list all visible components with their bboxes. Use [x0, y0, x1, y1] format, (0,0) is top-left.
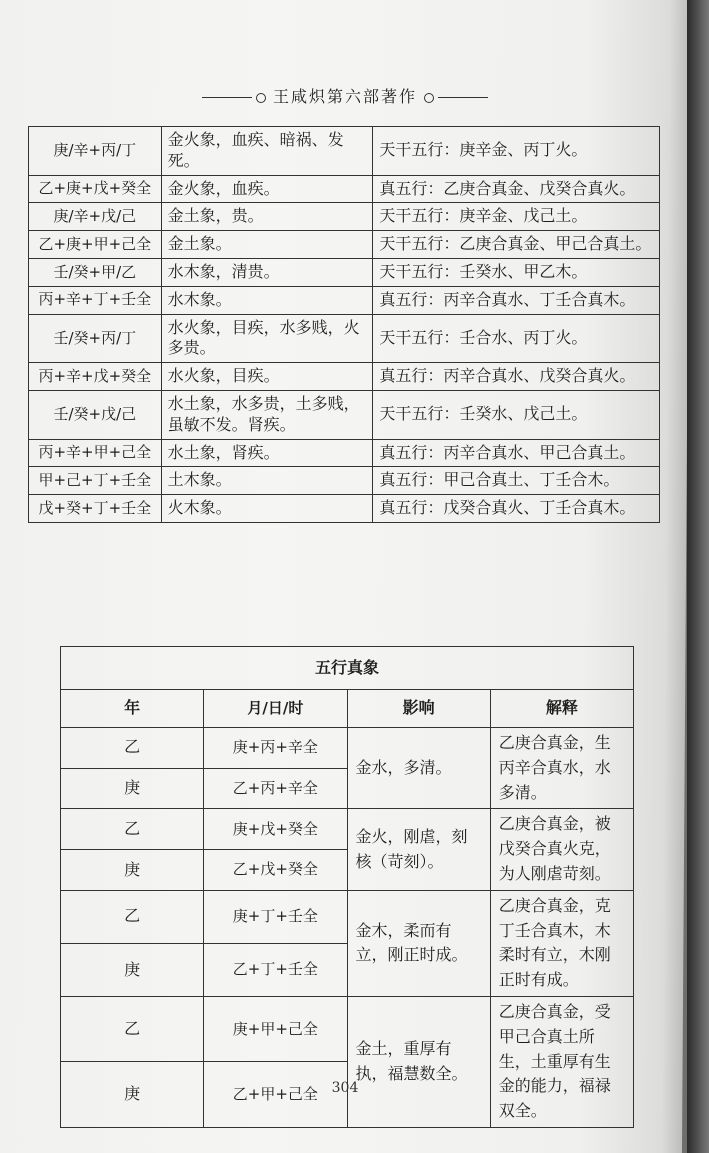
effect-cell: 火木象。: [161, 495, 373, 523]
combo-cell: 丙+辛+戊+癸全: [29, 363, 162, 391]
header-mdh: 月/日/时: [204, 690, 347, 728]
table-row: [29, 390, 660, 439]
mdh-cell: 乙+戊+癸全: [204, 850, 347, 891]
combo-cell: 乙+庚+戊+癸全: [29, 175, 162, 203]
note-cell: 天干五行：乙庚合真金、甲己合真土。: [373, 231, 660, 259]
table-row: [29, 286, 660, 314]
table-row: [29, 363, 660, 391]
header-title: 王咸炽第六部著作: [272, 87, 417, 106]
effect-cell: 金火象，血疾。: [161, 175, 373, 203]
table-row: [29, 258, 660, 286]
combination-table: [28, 126, 660, 523]
mdh-cell: 庚+戊+癸全: [204, 809, 347, 850]
mdh-cell: 乙+甲+己全: [204, 1062, 347, 1128]
combo-cell: 甲+己+丁+壬全: [29, 467, 162, 495]
combo-cell: 庚/辛+戊/己: [29, 203, 162, 231]
year-cell: 乙: [61, 728, 204, 769]
year-cell: 庚: [61, 1062, 204, 1128]
note-cell: 真五行：甲己合真土、丁壬合木。: [373, 467, 660, 495]
effect-cell: 金水，多清。: [347, 728, 490, 809]
combo-cell: 丙+辛+丁+壬全: [29, 286, 162, 314]
note-cell: 真五行：乙庚合真金、戊癸合真火。: [373, 175, 660, 203]
explain-cell: 乙庚合真金，克丁壬合真木，木柔时有立，木刚正时有成。: [490, 890, 633, 996]
combo-cell: 戊+癸+丁+壬全: [29, 495, 162, 523]
effect-cell: 金土象，贵。: [161, 203, 373, 231]
table-row: [29, 314, 660, 363]
note-cell: 真五行：戊癸合真火、丁壬合真木。: [373, 495, 660, 523]
note-cell: 真五行：丙辛合真水、丁壬合真木。: [373, 286, 660, 314]
table-row: [29, 175, 660, 203]
note-cell: 天干五行：壬癸水、甲乙木。: [373, 258, 660, 286]
year-cell: 庚: [61, 943, 204, 996]
page-number: 304: [331, 1080, 359, 1096]
combo-cell: 庚/辛+丙/丁: [29, 127, 162, 176]
combo-cell: 乙+庚+甲+己全: [29, 231, 162, 259]
combo-cell: 壬/癸+戊/己: [29, 390, 162, 439]
mdh-cell: 乙+丁+壬全: [204, 943, 347, 996]
note-cell: 天干五行：壬合水、丙丁火。: [373, 314, 660, 363]
effect-cell: 金火象，血疾、暗祸、发死。: [161, 127, 373, 176]
ornament-icon: [256, 93, 266, 103]
mdh-cell: 庚+丙+辛全: [204, 728, 347, 769]
header-explain: 解释: [490, 690, 633, 728]
table-row: [29, 203, 660, 231]
note-cell: 天干五行：壬癸水、戊己土。: [373, 390, 660, 439]
effect-cell: 水火象，目疾，水多贱，火多贵。: [161, 314, 373, 363]
effect-cell: 金土象。: [161, 231, 373, 259]
table-row: [29, 127, 660, 176]
explain-cell: 乙庚合真金，被戊癸合真火克，为人刚虐苛刻。: [490, 809, 633, 890]
effect-cell: 金火，刚虐，刻核（苛刻）。: [347, 809, 490, 890]
effect-cell: 土木象。: [161, 467, 373, 495]
table-row: [61, 728, 634, 769]
header-year: 年: [61, 690, 204, 728]
effect-cell: 水木象。: [161, 286, 373, 314]
ornament-icon: [424, 93, 434, 103]
effect-cell: 金木，柔而有立，刚正时成。: [347, 890, 490, 996]
effect-cell: 水火象，目疾。: [161, 363, 373, 391]
year-cell: 乙: [61, 809, 204, 850]
mdh-cell: 庚+甲+己全: [204, 996, 347, 1061]
note-cell: 真五行：丙辛合真水、甲己合真土。: [373, 439, 660, 467]
wuxing-true-image-table: [60, 646, 634, 1128]
header-effect: 影响: [347, 690, 490, 728]
table-row: [61, 809, 634, 850]
effect-cell: 水土象，水多贵，土多贱，虽敏不发。肾疾。: [161, 390, 373, 439]
year-cell: 乙: [61, 890, 204, 943]
note-cell: 天干五行：庚辛金、丙丁火。: [373, 127, 660, 176]
table-row: [29, 231, 660, 259]
combo-cell: 壬/癸+甲/乙: [29, 258, 162, 286]
effect-cell: 水土象，肾疾。: [161, 439, 373, 467]
year-cell: 庚: [61, 850, 204, 891]
note-cell: 天干五行：庚辛金、戊己土。: [373, 203, 660, 231]
table-row: [29, 467, 660, 495]
mdh-cell: 乙+丙+辛全: [204, 768, 347, 809]
table-row: [61, 890, 634, 943]
combo-cell: 丙+辛+甲+己全: [29, 439, 162, 467]
running-header: [0, 84, 690, 107]
table-row: [61, 996, 634, 1061]
mdh-cell: 庚+丁+壬全: [204, 890, 347, 943]
explain-cell: 乙庚合真金，生丙辛合真水，水多清。: [490, 728, 633, 809]
year-cell: 庚: [61, 768, 204, 809]
table-row: [29, 495, 660, 523]
effect-cell: 水木象，清贵。: [161, 258, 373, 286]
combo-cell: 壬/癸+丙/丁: [29, 314, 162, 363]
year-cell: 乙: [61, 996, 204, 1061]
explain-cell: 乙庚合真金，受甲己合真土所生，土重厚有生金的能力，福禄双全。: [490, 996, 633, 1127]
table-row: [29, 439, 660, 467]
table-title: 五行真象: [61, 647, 634, 690]
book-edge: [687, 0, 709, 1153]
note-cell: 真五行：丙辛合真水、戊癸合真火。: [373, 363, 660, 391]
effect-cell: 金土，重厚有执，福慧数全。: [347, 996, 490, 1127]
